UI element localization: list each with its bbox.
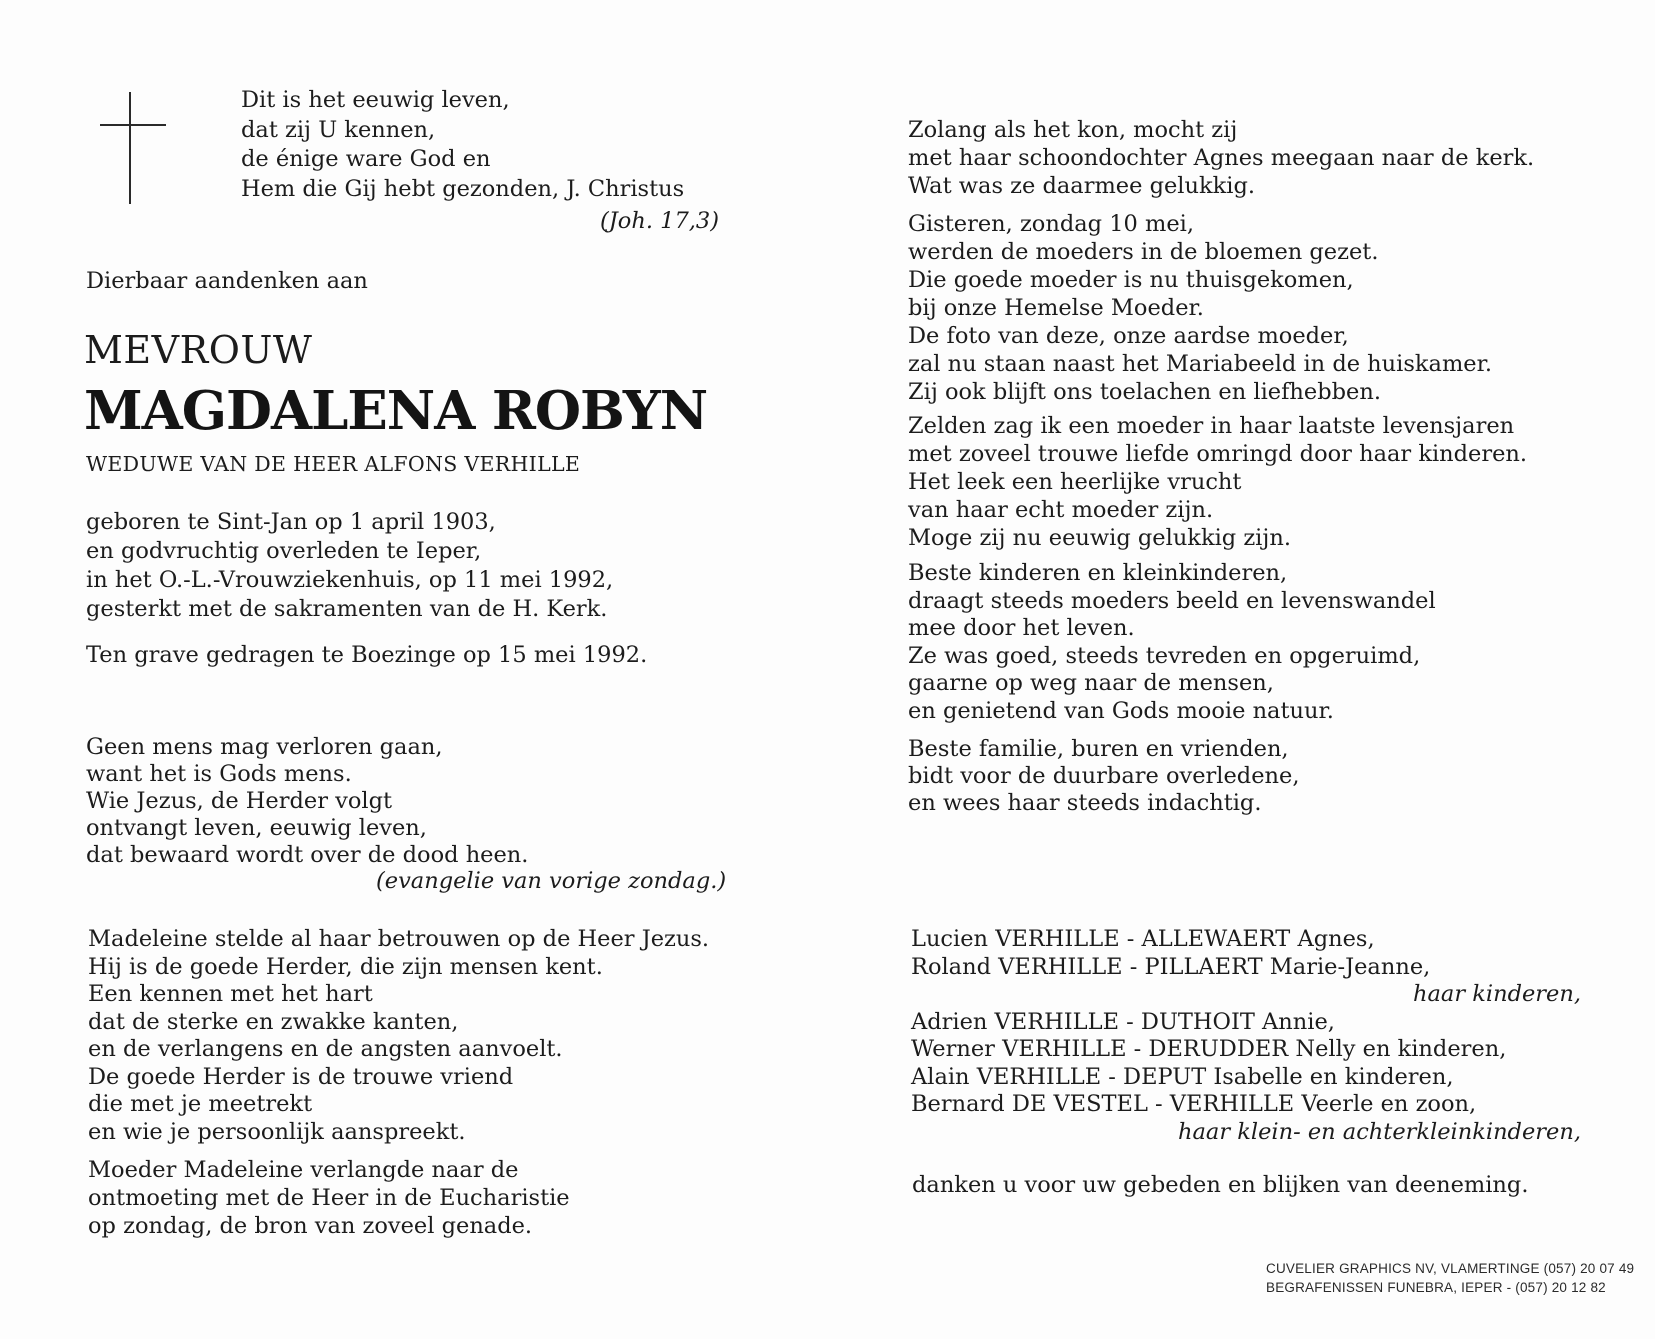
paragraph-line: Zolang als het kon, mocht zij bbox=[908, 117, 1238, 143]
paragraph-line: ontmoeting met de Heer in de Eucharistie bbox=[88, 1185, 570, 1211]
poem-reference: (evangelie van vorige zondag.) bbox=[376, 868, 727, 894]
paragraph-line: Moeder Madeleine verlangde naar de bbox=[88, 1157, 519, 1183]
right-paragraph bbox=[908, 412, 1527, 552]
paragraph-line: Madeleine stelde al haar betrouwen op de Heer Jezus. bbox=[88, 926, 710, 952]
paragraph-line: gaarne op weg naar de mensen, bbox=[908, 670, 1274, 696]
paragraph-line: Beste familie, buren en vrienden, bbox=[908, 736, 1289, 762]
paragraph-line: dat de sterke en zwakke kanten, bbox=[88, 1008, 459, 1035]
family-member: Roland VERHILLE - PILLAERT Marie-Jeanne, bbox=[911, 953, 1431, 980]
left-paragraph bbox=[88, 926, 709, 1146]
family-member: Werner VERHILLE - DERUDDER Nelly en kinderen, bbox=[911, 1036, 1507, 1062]
paragraph-line: bij onze Hemelse Moeder. bbox=[908, 295, 1204, 321]
poem bbox=[86, 734, 528, 869]
paragraph-line: Het leek een heerlijke vrucht bbox=[908, 469, 1242, 495]
paragraph-line: en de verlangens en de angsten aanvoelt. bbox=[88, 1036, 563, 1062]
widow-of: WEDUWE VAN DE HEER ALFONS VERHILLE bbox=[86, 452, 581, 476]
poem-line: Geen mens mag verloren gaan, bbox=[86, 734, 443, 760]
paragraph-line: Hij is de goede Herder, die zijn mensen kent. bbox=[88, 953, 603, 980]
poem-line: ontvangt leven, eeuwig leven, bbox=[86, 815, 427, 841]
children-label: haar kinderen, bbox=[1413, 981, 1581, 1007]
paragraph-line: Beste kinderen en kleinkinderen, bbox=[908, 560, 1288, 586]
paragraph-line: Gisteren, zondag 10 mei, bbox=[908, 211, 1194, 237]
paragraph-line: zal nu staan naast het Mariabeeld in de huiskamer. bbox=[908, 351, 1493, 377]
poem-line: Wie Jezus, de Herder volgt bbox=[86, 788, 393, 814]
paragraph-line: Moge zij nu eeuwig gelukkig zijn. bbox=[908, 525, 1291, 551]
deceased-name: MAGDALENA ROBYN bbox=[84, 380, 708, 442]
left-paragraph bbox=[88, 1156, 570, 1240]
paragraph-line: De foto van deze, onze aardse moeder, bbox=[908, 323, 1349, 349]
paragraph-line: draagt steeds moeders beeld en levenswandel bbox=[908, 587, 1436, 614]
cross-icon bbox=[100, 92, 166, 204]
paragraph-line: met zoveel trouwe liefde omringd door haar kinderen. bbox=[908, 441, 1528, 467]
credit-line: CUVELIER GRAPHICS NV, VLAMERTINGE (057) 20 07 49 bbox=[1266, 1261, 1635, 1276]
paragraph-line: en wees haar steeds indachtig. bbox=[908, 790, 1262, 816]
family-member: Bernard DE VESTEL - VERHILLE Veerle en zoon, bbox=[911, 1091, 1477, 1117]
verse-line: Hem die Gij hebt gezonden, J. Christus bbox=[241, 175, 685, 202]
bio-line: en godvruchtig overleden te Ieper, bbox=[86, 538, 482, 564]
grandchildren-label: haar klein- en achterkleinkinderen, bbox=[1178, 1118, 1581, 1145]
verse-line: dat zij U kennen, bbox=[241, 116, 436, 143]
intro-text: Dierbaar aandenken aan bbox=[86, 268, 368, 294]
verse-line: de énige ware God en bbox=[241, 146, 491, 172]
paragraph-line: van haar echt moeder zijn. bbox=[908, 497, 1214, 523]
bio-line: in het O.-L.-Vrouwziekenhuis, op 11 mei 1992, bbox=[86, 567, 614, 593]
right-paragraph bbox=[908, 736, 1299, 817]
paragraph-line: Zij ook blijft ons toelachen en liefhebben. bbox=[908, 379, 1381, 405]
family-member: Alain VERHILLE - DEPUT Isabelle en kinderen, bbox=[911, 1063, 1454, 1090]
family-member: Lucien VERHILLE - ALLEWAERT Agnes, bbox=[911, 926, 1375, 952]
family-member: Adrien VERHILLE - DUTHOIT Annie, bbox=[911, 1008, 1335, 1035]
paragraph-line: met haar schoondochter Agnes meegaan naar de kerk. bbox=[908, 145, 1535, 171]
paragraph-line: Zelden zag ik een moeder in haar laatste levensjaren bbox=[908, 413, 1515, 439]
paragraph-line: Een kennen met het hart bbox=[88, 981, 373, 1007]
honorific-title: MEVROUW bbox=[84, 328, 313, 372]
family-list bbox=[911, 926, 1581, 1146]
paragraph-line: Die goede moeder is nu thuisgekomen, bbox=[908, 267, 1354, 293]
verse-reference: (Joh. 17,3) bbox=[600, 208, 720, 234]
bio-line: gesterkt met de sakramenten van de H. Kerk. bbox=[86, 596, 608, 622]
paragraph-line: Wat was ze daarmee gelukkig. bbox=[908, 173, 1256, 199]
paragraph-line: op zondag, de bron van zoveel genade. bbox=[88, 1213, 533, 1239]
paragraph-line: werden de moeders in de bloemen gezet. bbox=[908, 239, 1379, 265]
thanks-text: danken u voor uw gebeden en blijken van deeneming. bbox=[912, 1172, 1529, 1198]
verse-line: Dit is het eeuwig leven, bbox=[241, 87, 510, 113]
printer-credits bbox=[1266, 1259, 1634, 1297]
bio-line: geboren te Sint-Jan op 1 april 1903, bbox=[86, 509, 496, 535]
paragraph-line: bidt voor de duurbare overledene, bbox=[908, 763, 1300, 789]
paragraph-line: De goede Herder is de trouwe vriend bbox=[88, 1063, 514, 1090]
credit-line: BEGRAFENISSEN FUNEBRA, IEPER - (057) 20 12 82 bbox=[1266, 1280, 1606, 1295]
right-paragraph bbox=[908, 210, 1492, 406]
paragraph-line: Ze was goed, steeds tevreden en opgeruimd, bbox=[908, 642, 1421, 669]
poem-line: want het is Gods mens. bbox=[86, 761, 352, 787]
paragraph-line: en genietend van Gods mooie natuur. bbox=[908, 697, 1334, 724]
poem-line: dat bewaard wordt over de dood heen. bbox=[86, 842, 529, 868]
right-paragraph bbox=[908, 560, 1436, 725]
bible-verse bbox=[241, 86, 684, 204]
biography bbox=[86, 508, 613, 624]
paragraph-line: die met je meetrekt bbox=[88, 1091, 313, 1117]
right-paragraph bbox=[908, 116, 1534, 200]
paragraph-line: mee door het leven. bbox=[908, 615, 1135, 641]
paragraph-line: en wie je persoonlijk aanspreekt. bbox=[88, 1118, 466, 1145]
burial-text: Ten grave gedragen te Boezinge op 15 mei 1992. bbox=[86, 642, 648, 668]
